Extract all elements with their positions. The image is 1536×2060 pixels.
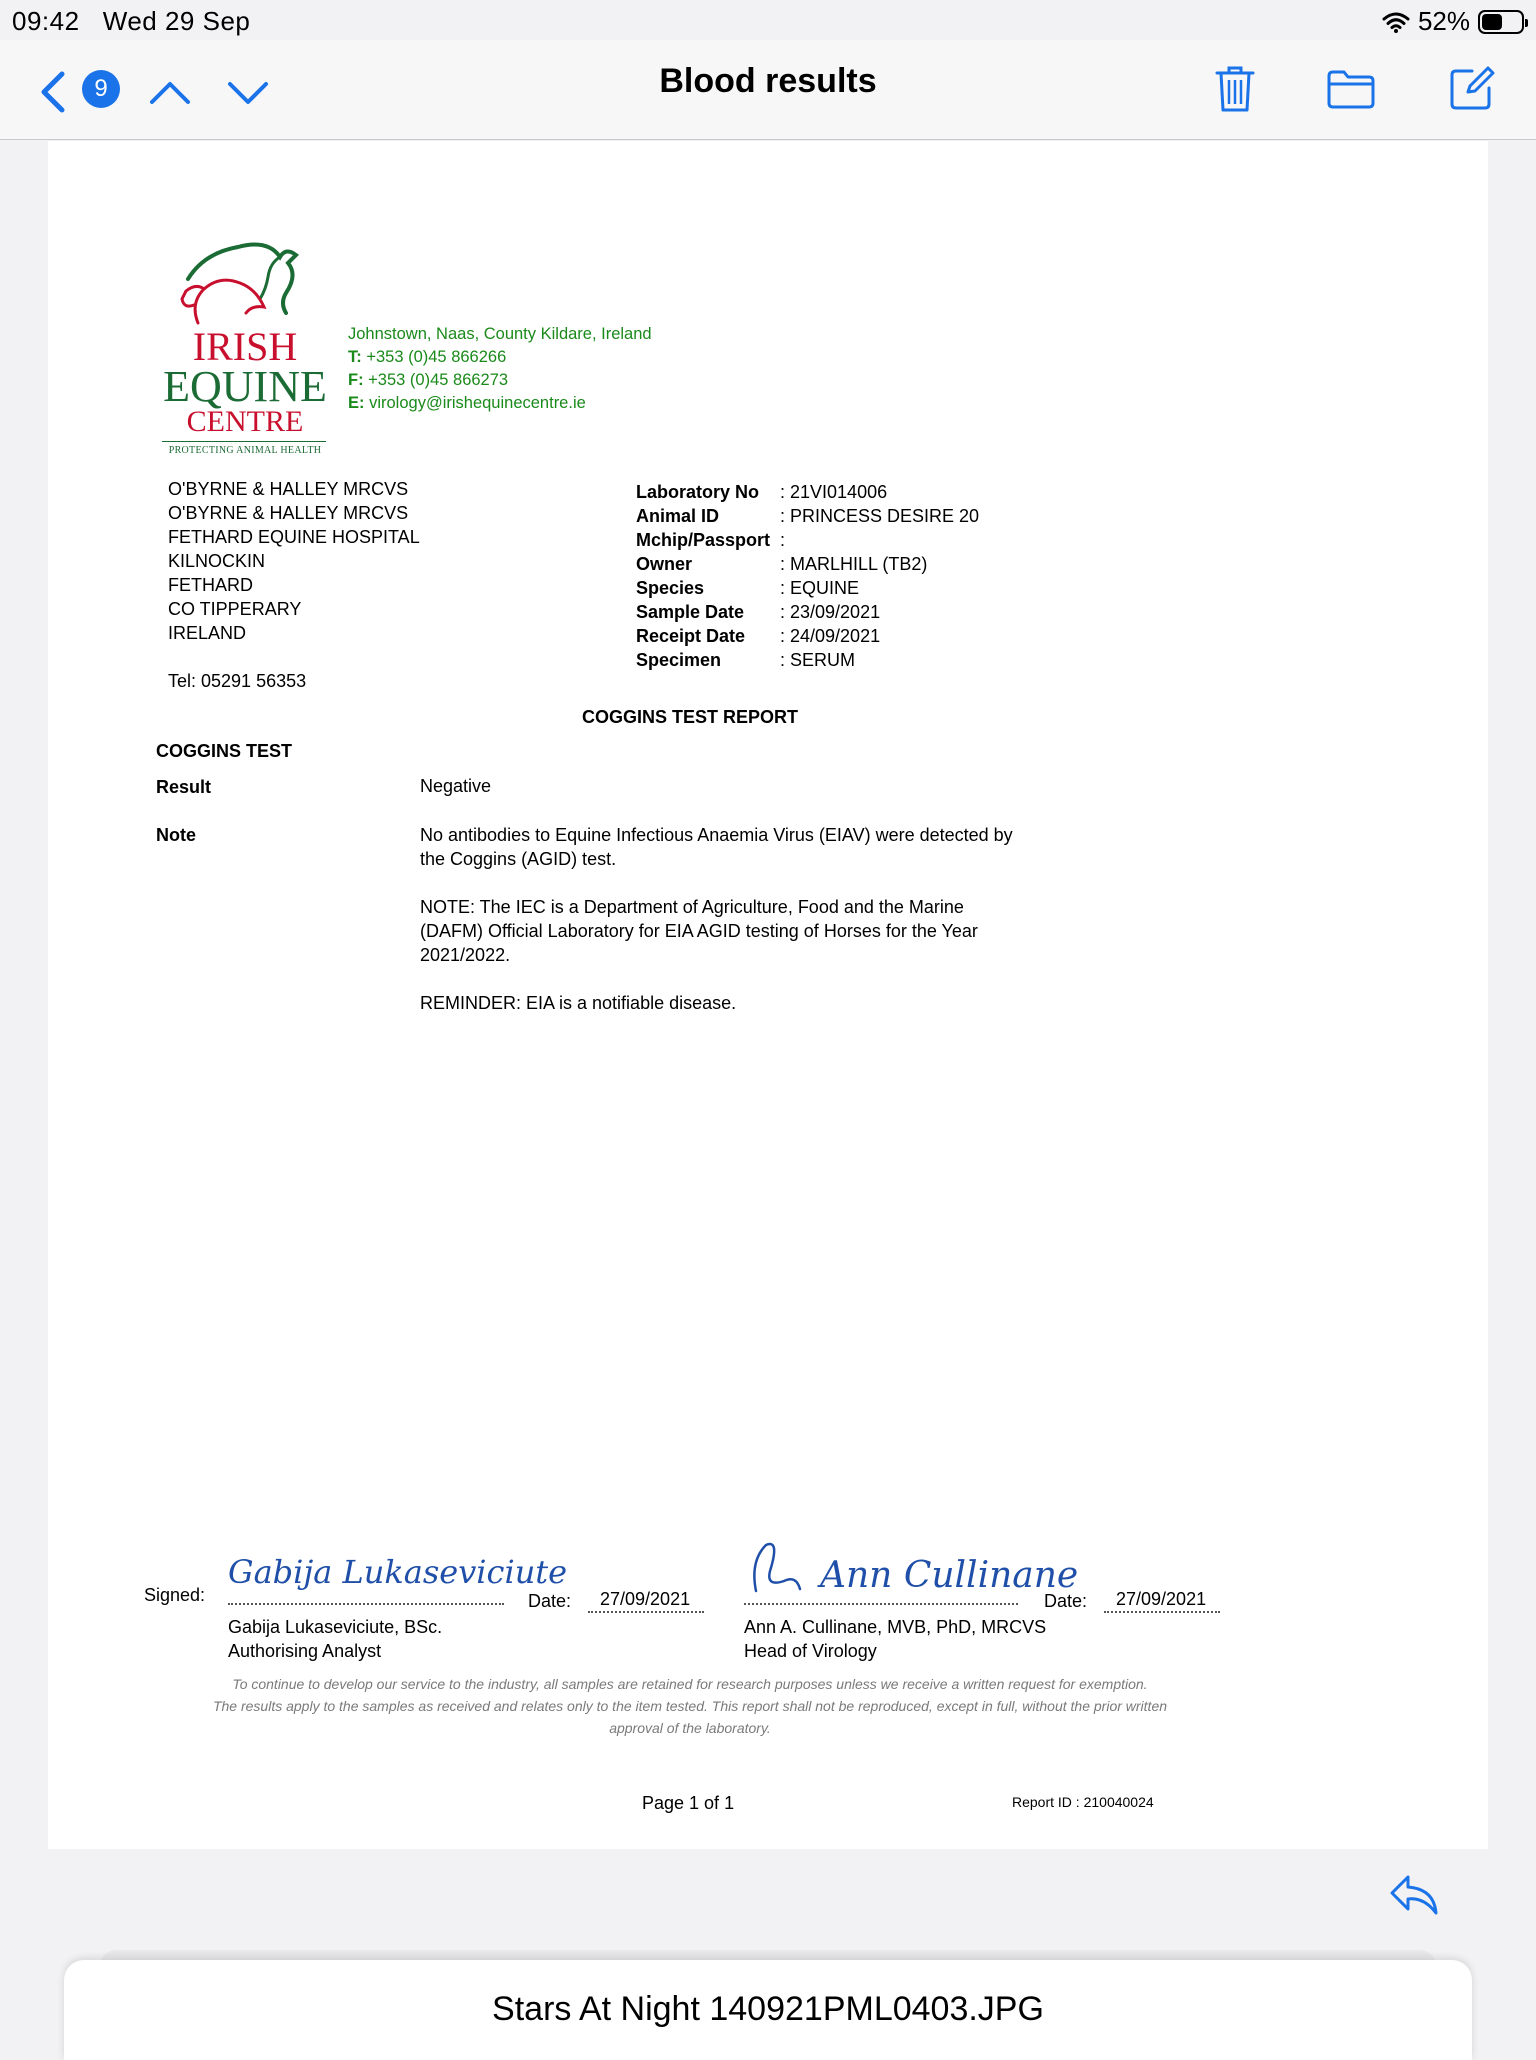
signer1-date-label: Date: xyxy=(528,1591,572,1611)
svg-text:Ann Cullinane: Ann Cullinane xyxy=(820,1555,1079,1596)
detail-row: Specimen : SERUM xyxy=(636,650,856,670)
status-time: 09:42 Wed 29 Sep xyxy=(12,6,251,36)
message-footer xyxy=(48,1849,1488,1949)
message-title: Blood results xyxy=(659,62,877,100)
signer1-date: 27/09/2021 xyxy=(600,1589,691,1609)
horse-logo-icon xyxy=(160,233,330,329)
lab-fax: +353 (0)45 866273 xyxy=(368,371,509,389)
attachment-sheet[interactable] xyxy=(64,1960,1472,2060)
logo-equine: EQUINE xyxy=(163,362,327,411)
detail-row: Owner : MARLHILL (TB2) xyxy=(636,554,928,574)
attachment-filename: Stars At Night 140921PML0403.JPG xyxy=(492,1990,1044,2028)
report-title: COGGINS TEST REPORT xyxy=(581,707,799,727)
note-paragraph: NOTE: The IEC is a Department of Agriculture, Food and the Marine (DAFM) Official Laboratory for EIA AGID testing of Horses for the Year 2021/2022. xyxy=(420,897,978,965)
battery-icon xyxy=(1478,10,1524,34)
detail-row: Sample Date : 23/09/2021 xyxy=(636,602,881,622)
note-paragraph: No antibodies to Equine Infectious Anaemia Virus (EIAV) were detected by the Coggins (AGID) test. xyxy=(420,825,1013,869)
wifi-icon xyxy=(1382,11,1410,33)
status-bar xyxy=(0,0,1536,40)
note-paragraph: REMINDER: EIA is a notifiable disease. xyxy=(420,993,737,1013)
result-value: Negative xyxy=(420,776,492,796)
detail-row: Species : EQUINE xyxy=(636,578,860,598)
recipient-tel: Tel: 05291 56353 xyxy=(168,671,307,691)
lab-details xyxy=(636,480,979,672)
signer2-date-label: Date: xyxy=(1044,1591,1088,1611)
signed-label: Signed: xyxy=(144,1585,206,1605)
detail-row: Animal ID : PRINCESS DESIRE 20 xyxy=(636,506,980,526)
svg-text:Gabija Lukaseviciute: Gabija Lukaseviciute xyxy=(228,1553,568,1591)
recipient-line: IRELAND xyxy=(168,623,247,643)
reply-icon[interactable] xyxy=(1388,1873,1440,1919)
disclaimer-line: The results apply to the samples as received and relates only to the item tested. This report shall not be reproduced, except in full, without the prior written approval of the laboratory. xyxy=(212,1698,1168,1736)
recipient-line: O'BYRNE & HALLEY MRCVS xyxy=(168,479,409,499)
disclaimer-line: To continue to develop our service to the industry, all samples are retained for research purposes unless we receive a written request for exemption. xyxy=(232,1676,1148,1692)
lab-address: Johnstown, Naas, County Kildare, Ireland xyxy=(348,325,652,343)
battery-percent: 52% xyxy=(1417,6,1470,36)
lab-email: virology@irishequinecentre.ie xyxy=(369,394,586,412)
recipient-line: CO TIPPERARY xyxy=(168,599,302,619)
report-id: Report ID : 210040024 xyxy=(1012,1794,1154,1810)
unread-count-badge[interactable]: 9 xyxy=(82,70,120,108)
recipient-line: FETHARD xyxy=(168,575,253,595)
disclaimer xyxy=(200,1673,1180,1739)
recipient-line: KILNOCKIN xyxy=(168,551,266,571)
note-label: Note xyxy=(156,825,196,845)
status-date: Wed 29 Sep xyxy=(102,6,251,36)
detail-row: Laboratory No : 21VI014006 xyxy=(636,482,888,502)
note-text xyxy=(420,823,1030,1015)
page-number: Page 1 of 1 xyxy=(642,1793,735,1813)
signer2-role: Head of Virology xyxy=(744,1641,877,1661)
nav-bar xyxy=(0,40,1536,140)
trash-icon[interactable] xyxy=(1214,64,1256,114)
logo-irish: IRISH xyxy=(192,324,298,369)
logo-centre: CENTRE xyxy=(186,405,304,438)
compose-icon[interactable] xyxy=(1448,64,1496,112)
signer1-role: Authorising Analyst xyxy=(228,1641,382,1661)
irish-equine-centre-logo xyxy=(160,233,330,465)
folder-icon[interactable] xyxy=(1326,68,1376,110)
recipient-address xyxy=(168,477,420,693)
detail-row: Receipt Date : 24/09/2021 xyxy=(636,626,881,646)
signer1-name: Gabija Lukaseviciute, BSc. xyxy=(228,1617,443,1637)
report-document xyxy=(48,141,1488,1849)
section-title: COGGINS TEST xyxy=(156,741,293,761)
signer2-name: Ann A. Cullinane, MVB, PhD, MRCVS xyxy=(744,1617,1047,1637)
logo-tagline: PROTECTING ANIMAL HEALTH xyxy=(168,445,322,456)
detail-row: Mchip/Passport : xyxy=(636,530,786,550)
recipient-line: O'BYRNE & HALLEY MRCVS xyxy=(168,503,409,523)
lab-phone: +353 (0)45 866266 xyxy=(366,348,507,366)
result-label: Result xyxy=(156,777,212,797)
lab-contact: Johnstown, Naas, County Kildare, Ireland T: +353 (0)45 866266 F: +353 (0)45 866273 E: virology@irishequinecentre.ie xyxy=(348,325,652,412)
recipient-line: FETHARD EQUINE HOSPITAL xyxy=(168,527,420,547)
signer2-date: 27/09/2021 xyxy=(1116,1589,1207,1609)
